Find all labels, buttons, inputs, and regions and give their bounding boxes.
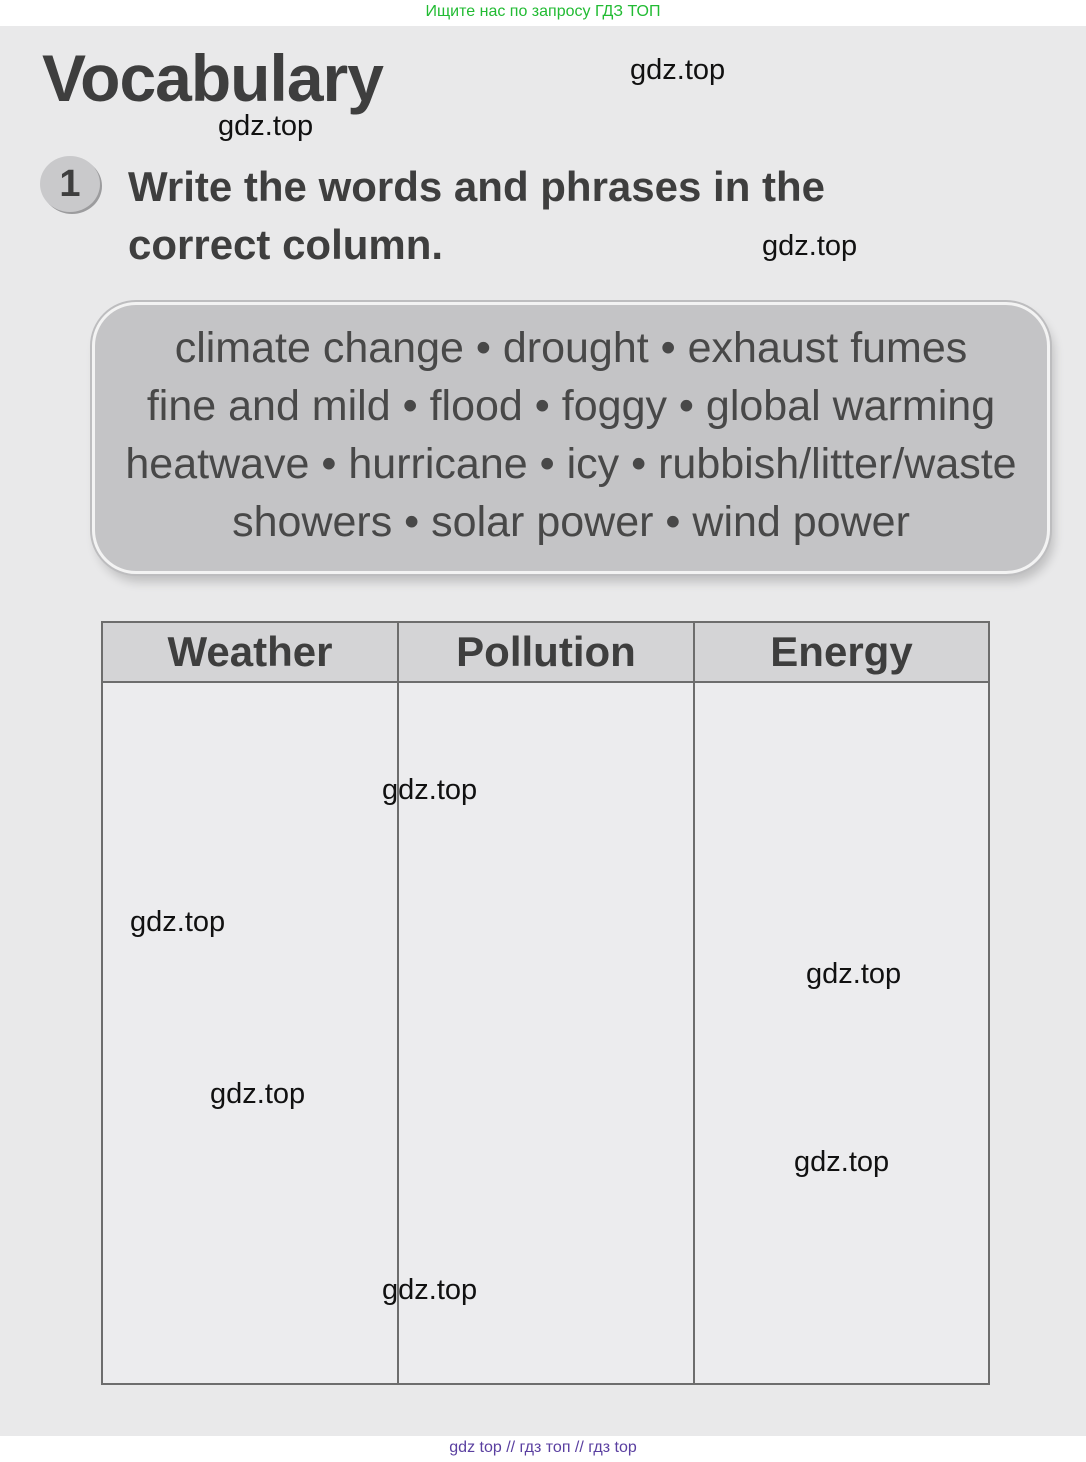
answer-cell-weather[interactable] — [103, 683, 399, 1383]
watermark: gdz.top — [630, 54, 726, 86]
column-header-energy: Energy — [695, 623, 988, 683]
watermark: gdz.top — [130, 906, 226, 938]
watermark: gdz.top — [794, 1146, 890, 1178]
exercise-number-badge: 1 — [40, 156, 100, 212]
answer-table — [101, 621, 990, 1385]
watermark: gdz.top — [210, 1078, 306, 1110]
word-box-line: climate change • drought • exhaust fumes — [174, 324, 968, 372]
section-title: Vocabulary — [42, 41, 383, 115]
watermark: gdz.top — [382, 774, 478, 806]
top-banner: Ищите нас по запросу ГДЗ ТОП — [425, 3, 661, 20]
watermark: gdz.top — [382, 1274, 478, 1306]
answer-cell-energy[interactable] — [695, 683, 988, 1383]
word-box-line: fine and mild • flood • foggy • global warming — [146, 382, 996, 430]
column-header-pollution: Pollution — [399, 623, 695, 683]
column-header-weather: Weather — [103, 623, 399, 683]
watermark: gdz.top — [762, 230, 858, 262]
word-box — [92, 302, 1050, 574]
watermark: gdz.top — [218, 110, 314, 142]
word-box-line: heatwave • hurricane • icy • rubbish/litter/waste — [125, 440, 1017, 488]
bottom-banner: gdz top // гдз топ // гдз top — [449, 1439, 637, 1456]
watermark: gdz.top — [806, 958, 902, 990]
word-box-line: showers • solar power • wind power — [232, 498, 910, 546]
exercise-instruction: Write the words and phrases in the correct column. — [128, 163, 826, 268]
